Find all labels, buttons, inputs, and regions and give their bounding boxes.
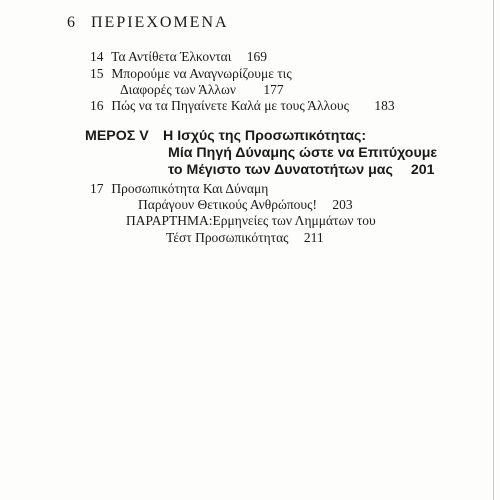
entry-page: 177 [263, 82, 284, 97]
entry-title-cont: Παράγουν Θετικούς Ανθρώπους! [138, 197, 317, 212]
toc-entry-15-cont [120, 82, 284, 98]
entry-title: Μπορούμε να Αναγνωρίζουμε τις [111, 66, 292, 81]
toc-entry-14 [90, 49, 267, 65]
part-title-line3-text: το Μέγιστο των Δυνατοτήτων μας [168, 162, 393, 178]
appendix-title-cont: Τέστ Προσωπικότητας [166, 230, 289, 245]
toc-entry-17 [90, 181, 268, 197]
entry-title: Τα Αντίθετα Έλκονται [111, 49, 232, 64]
appendix-title: ΠΑΡΑΡΤΗΜΑ:Ερμηνείες των Λημμάτων του [126, 213, 376, 228]
part-title-line3 [168, 162, 435, 179]
toc-entry-15 [90, 66, 292, 82]
toc-appendix [126, 213, 376, 229]
entry-number: 15 [90, 66, 104, 81]
entry-title-cont: Διαφορές των Άλλων [120, 82, 236, 97]
appendix-page: 211 [303, 230, 324, 245]
part-label: ΜΕΡΟΣ V [85, 128, 149, 144]
part-title-line2: Μία Πηγή Δύναμης ώστε να Επιτύχουμε [168, 145, 438, 161]
toc-entry-16 [90, 98, 395, 114]
entry-page: 203 [332, 197, 353, 212]
entry-number: 17 [90, 181, 104, 196]
entry-page: 169 [246, 49, 267, 64]
toc-appendix-cont [166, 230, 324, 246]
entry-number: 14 [90, 49, 104, 64]
page-edge-line [493, 0, 494, 500]
page-title: ΠΕΡΙΕΧΟΜΕΝΑ [91, 14, 229, 31]
entry-page: 183 [374, 98, 395, 113]
entry-number: 16 [90, 98, 104, 113]
part-page: 201 [410, 162, 435, 178]
entry-title: Πώς να τα Πηγαίνετε Καλά με τους Άλλους [111, 98, 349, 113]
toc-entry-17-cont [138, 197, 353, 213]
part-title-line1: Η Ισχύς της Προσωπικότητας: [163, 128, 367, 144]
page-header [67, 14, 229, 32]
entry-title: Προσωπικότητα Και Δύναμη [111, 181, 269, 196]
page-number: 6 [67, 14, 77, 31]
